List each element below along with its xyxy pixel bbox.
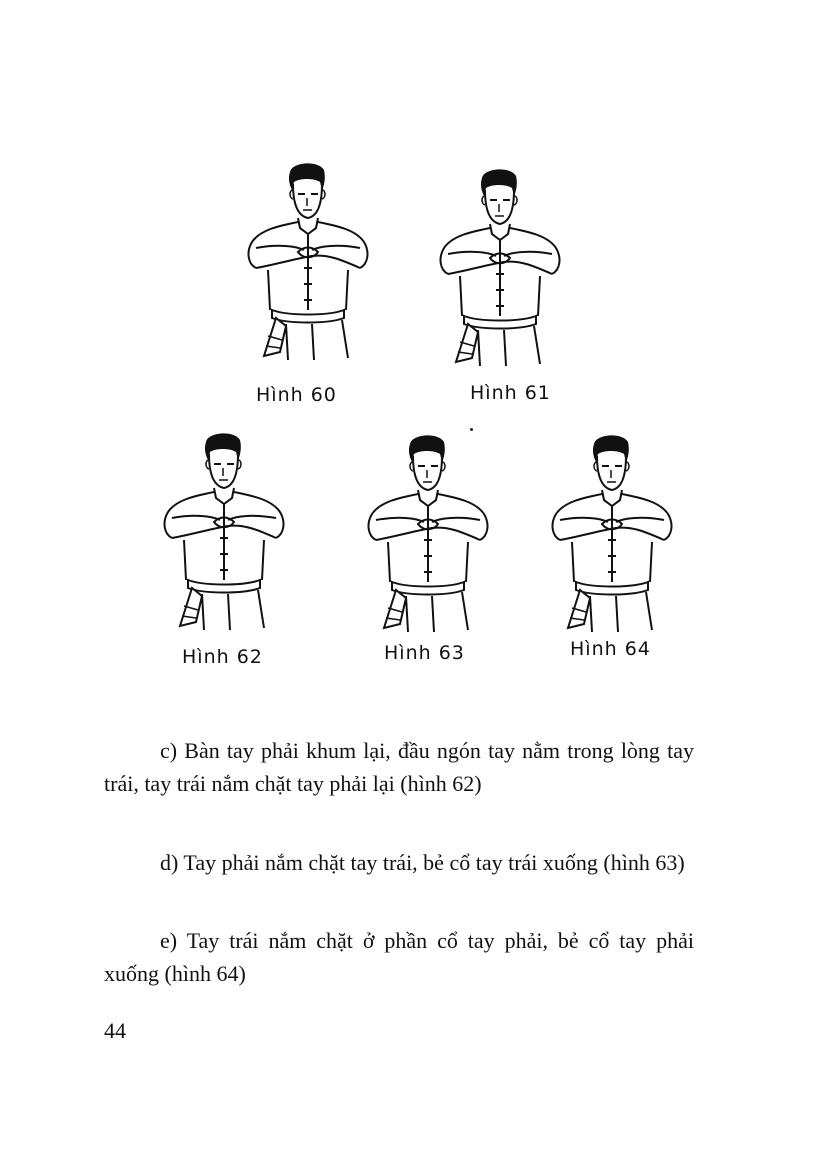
figure-hands-clasped-chest-icon [430, 166, 570, 376]
figure-62 [154, 430, 294, 640]
stray-mark [470, 428, 473, 431]
figure-wrist-bend-left-icon [358, 432, 498, 642]
figure-64 [542, 432, 682, 642]
figure-63 [358, 432, 498, 642]
figure-60 [238, 160, 378, 370]
figure-hands-clasped-chest-icon [238, 160, 378, 370]
figure-wrist-bend-right-icon [542, 432, 682, 642]
figure-hands-gripped-icon [154, 430, 294, 640]
figure-63-caption: Hình 63 [384, 642, 465, 664]
paragraph-d: d) Tay phải nắm chặt tay trái, bẻ cổ tay trái xuống (hình 63) [160, 850, 685, 875]
figure-61 [430, 166, 570, 376]
figure-62-caption: Hình 62 [182, 646, 263, 668]
figure-60-caption: Hình 60 [256, 384, 337, 406]
figure-61-caption: Hình 61 [470, 382, 551, 404]
page-number: 44 [104, 1018, 126, 1043]
paragraph-e: e) Tay trái nắm chặt ở phần cổ tay phải, bẻ cổ tay phải xuống (hình 64) [104, 928, 694, 986]
figure-64-caption: Hình 64 [570, 638, 651, 660]
paragraph-c: c) Bàn tay phải khum lại, đầu ngón tay nằm trong lòng tay trái, tay trái nắm chặt tay phải lại (hình 62) [104, 738, 694, 796]
